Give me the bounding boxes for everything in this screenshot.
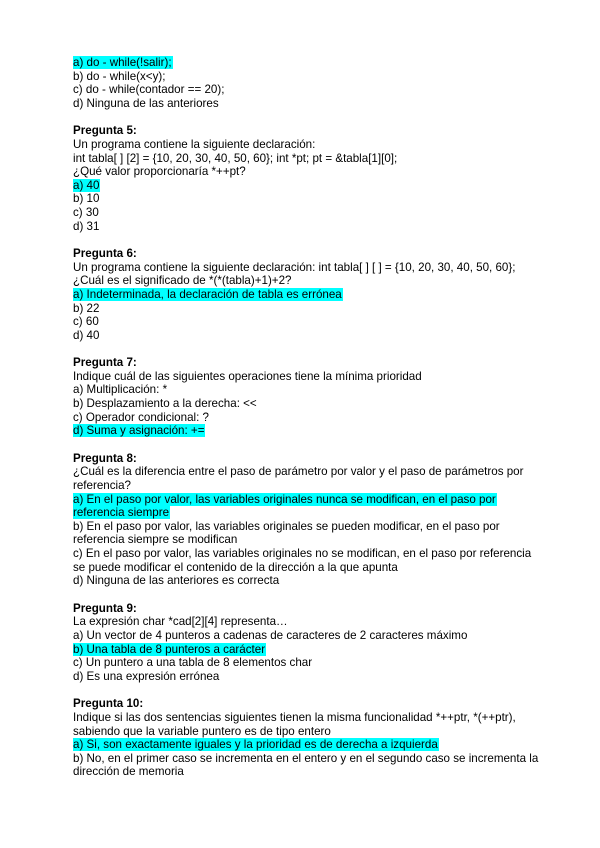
- option-b-correct: b) Una tabla de 8 punteros a carácter: [73, 642, 266, 656]
- option-d: d) Ninguna de las anteriores es correcta: [73, 574, 280, 588]
- question-10: [73, 697, 573, 779]
- option-d: d) Es una expresión errónea: [73, 669, 220, 683]
- previous-question-options: [73, 56, 573, 110]
- option-c: c) 30: [73, 205, 99, 219]
- question-7: [73, 356, 573, 438]
- question-8: [73, 452, 573, 588]
- question-text: Indique cuál de las siguientes operaciones tiene la mínima prioridad: [73, 369, 422, 383]
- option-b: b) En el paso por valor, las variables originales se pueden modificar, en el paso por: [73, 519, 500, 533]
- question-text: Un programa contiene la siguiente declaración: int tabla[ ] [ ] = {10, 20, 30, 40, 50, 60};: [73, 260, 516, 274]
- question-text: int tabla[ ] [2] = {10, 20, 30, 40, 50, 60}; int *pt; pt = &tabla[1][0];: [73, 151, 398, 165]
- option-a-correct: a) En el paso por valor, las variables originales nunca se modifican, en el paso por: [73, 492, 496, 506]
- question-9: [73, 602, 573, 684]
- question-title: Pregunta 9:: [73, 601, 137, 615]
- option-d: d) 40: [73, 328, 100, 342]
- question-text: Indique si las dos sentencias siguientes tienen la misma funcionalidad *++ptr, *(++ptr),: [73, 710, 516, 724]
- question-text: referencia?: [73, 479, 132, 493]
- question-text: La expresión char *cad[2][4] representa…: [73, 615, 288, 629]
- question-6: [73, 247, 573, 342]
- question-text: sabiendo que la variable puntero es de tipo entero: [73, 724, 331, 738]
- option-a-correct: a) Indeterminada, la declaración de tabla es errónea: [73, 287, 342, 301]
- question-title: Pregunta 5:: [73, 124, 137, 138]
- option-d: d) 31: [73, 219, 100, 233]
- document-content: [73, 56, 573, 779]
- option-a-correct: a) do - while(!salir);: [73, 56, 172, 69]
- option-d-correct: d) Suma y asignación: +=: [73, 424, 205, 438]
- question-5: [73, 124, 573, 233]
- option-b: b) 10: [73, 192, 100, 206]
- question-title: Pregunta 8:: [73, 451, 137, 465]
- question-title: Pregunta 10:: [73, 697, 144, 711]
- option-c: c) do - while(contador == 20);: [73, 83, 225, 97]
- option-b-cont: referencia siempre se modifican: [73, 533, 238, 547]
- option-a-correct: a) Si, son exactamente iguales y la prioridad es de derecha a izquierda: [73, 738, 438, 752]
- question-title: Pregunta 6:: [73, 247, 137, 261]
- question-title: Pregunta 7:: [73, 356, 137, 370]
- option-a-correct: a) 40: [73, 178, 100, 192]
- option-c: c) Operador condicional: ?: [73, 410, 209, 424]
- question-text: ¿Cuál es la diferencia entre el paso de parámetro por valor y el paso de parámetros por: [73, 465, 524, 479]
- question-text: ¿Cuál es el significado de *(*(tabla)+1)+2?: [73, 274, 292, 288]
- option-b: b) No, en el primer caso se incrementa en el entero y en el segundo caso se incrementa la: [73, 751, 539, 765]
- option-c: c) Un puntero a una tabla de 8 elementos char: [73, 656, 313, 670]
- option-b-cont: dirección de memoria: [73, 765, 184, 779]
- option-a-correct-cont: referencia siempre: [73, 506, 170, 520]
- option-b: b) 22: [73, 301, 100, 315]
- option-a: a) Multiplicación: *: [73, 383, 168, 397]
- option-c: c) 60: [73, 315, 99, 329]
- option-d: d) Ninguna de las anteriores: [73, 96, 219, 110]
- question-text: ¿Qué valor proporcionaría *++pt?: [73, 165, 246, 179]
- option-c: c) En el paso por valor, las variables originales no se modifican, en el paso por referencia: [73, 547, 532, 560]
- option-b: b) do - while(x<y);: [73, 69, 166, 83]
- option-c-cont: se puede modificar el contenido de la dirección a la que apunta: [73, 560, 398, 574]
- option-b: b) Desplazamiento a la derecha: <<: [73, 397, 257, 411]
- option-a: a) Un vector de 4 punteros a cadenas de caracteres de 2 caracteres máximo: [73, 628, 468, 642]
- question-text: Un programa contiene la siguiente declaración:: [73, 137, 316, 151]
